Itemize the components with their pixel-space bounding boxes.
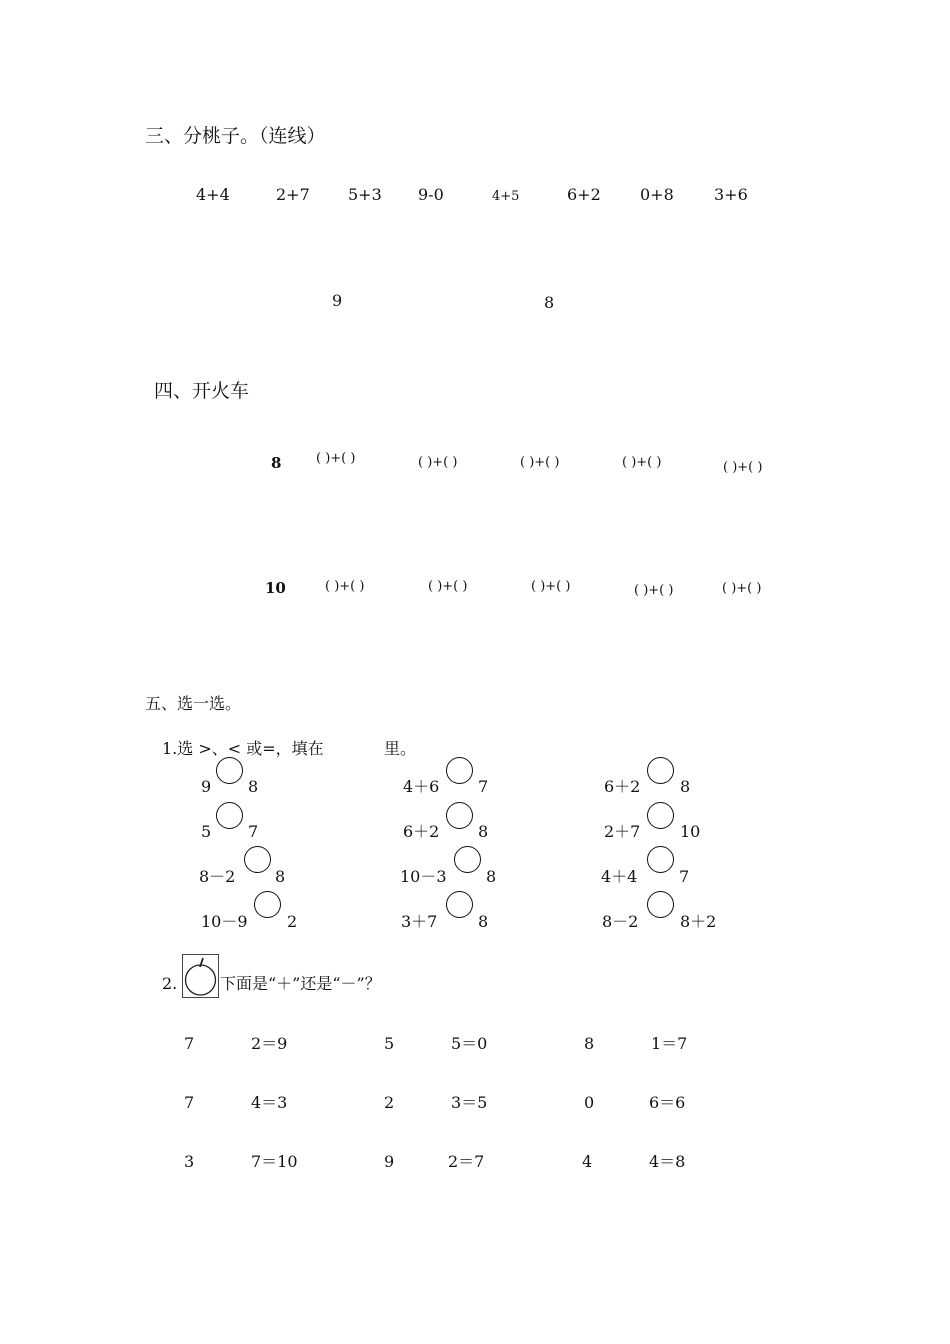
train-number: 8 [271, 454, 282, 472]
compare-prompt-suffix: 里。 [384, 739, 417, 758]
compare-prompt: 1.选 >、< 或=，填在 [162, 739, 324, 758]
op-a: 0 [584, 1093, 595, 1112]
compare-left: 8－2 [602, 912, 639, 931]
op-a: 8 [584, 1034, 595, 1053]
compare-left: 8－2 [199, 867, 236, 886]
compare-right: 8 [275, 867, 286, 886]
train-slot: ( )+( ) [418, 455, 458, 470]
compare-left: 5 [201, 822, 212, 841]
op-a: 7 [184, 1034, 195, 1053]
train-slot: ( )+( ) [531, 579, 571, 594]
compare-right: 8 [478, 912, 489, 931]
compare-circle[interactable] [647, 891, 674, 918]
peach-expr: 6+2 [567, 185, 601, 204]
peach-expr: 5+3 [348, 185, 382, 204]
compare-right: 8 [680, 777, 691, 796]
compare-right: 8 [478, 822, 489, 841]
train-slot: ( )+( ) [634, 583, 674, 598]
compare-circle[interactable] [254, 891, 281, 918]
op-b: 6＝6 [649, 1093, 686, 1112]
op-a: 9 [384, 1152, 395, 1171]
train-slot: ( )+( ) [520, 455, 560, 470]
compare-circle[interactable] [454, 846, 481, 873]
compare-circle[interactable] [446, 802, 473, 829]
target-number: 8 [544, 293, 555, 312]
op-b: 2＝7 [448, 1152, 485, 1171]
compare-left: 3＋7 [401, 912, 438, 931]
train-slot: ( )+( ) [723, 460, 763, 475]
compare-left: 6＋2 [403, 822, 440, 841]
compare-left: 9 [201, 777, 212, 796]
peach-expr: 0+8 [640, 185, 674, 204]
compare-circle[interactable] [647, 846, 674, 873]
compare-right: 8＋2 [680, 912, 717, 931]
compare-left: 10－3 [400, 867, 447, 886]
compare-left: 4＋6 [403, 777, 440, 796]
peach-expr: 4+5 [492, 189, 520, 204]
compare-circle[interactable] [216, 802, 243, 829]
compare-left: 4＋4 [601, 867, 638, 886]
op-b: 5＝0 [451, 1034, 488, 1053]
op-a: 7 [184, 1093, 195, 1112]
compare-left: 6＋2 [604, 777, 641, 796]
compare-right: 8 [248, 777, 259, 796]
compare-circle[interactable] [446, 757, 473, 784]
compare-right: 8 [486, 867, 497, 886]
op-b: 4＝8 [649, 1152, 686, 1171]
apple-icon [182, 954, 219, 998]
op-a: 2 [384, 1093, 395, 1112]
op-b: 3＝5 [451, 1093, 488, 1112]
compare-circle[interactable] [216, 757, 243, 784]
compare-right: 10 [680, 822, 701, 841]
question-2-prompt: 下面是“＋”还是“－”？ [220, 974, 381, 993]
train-slot: ( )+( ) [316, 451, 356, 466]
op-a: 4 [582, 1152, 593, 1171]
compare-circle[interactable] [244, 846, 271, 873]
train-slot: ( )+( ) [428, 579, 468, 594]
peach-expr: 9-0 [418, 185, 444, 204]
compare-circle[interactable] [647, 757, 674, 784]
train-number: 10 [265, 579, 286, 597]
op-a: 5 [384, 1034, 395, 1053]
section-4-title: 四、开火车 [154, 380, 250, 402]
question-2-number: 2. [162, 974, 178, 993]
op-a: 3 [184, 1152, 195, 1171]
op-b: 1＝7 [651, 1034, 688, 1053]
target-number: 9 [332, 291, 343, 310]
section-5-title: 五、选一选。 [145, 694, 242, 713]
peach-expr: 4+4 [196, 185, 230, 204]
compare-right: 7 [679, 867, 690, 886]
compare-circle[interactable] [446, 891, 473, 918]
peach-expr: 3+6 [714, 185, 748, 204]
compare-left: 2＋7 [604, 822, 641, 841]
compare-right: 7 [248, 822, 259, 841]
train-slot: ( )+( ) [325, 579, 365, 594]
compare-right: 7 [478, 777, 489, 796]
train-slot: ( )+( ) [722, 581, 762, 596]
op-b: 7＝10 [251, 1152, 298, 1171]
peach-expr: 2+7 [276, 185, 310, 204]
op-b: 2＝9 [251, 1034, 288, 1053]
op-b: 4＝3 [251, 1093, 288, 1112]
compare-circle[interactable] [647, 802, 674, 829]
train-slot: ( )+( ) [622, 455, 662, 470]
compare-left: 10－9 [201, 912, 248, 931]
compare-right: 2 [287, 912, 298, 931]
section-3-title: 三、分桃子。（连线） [145, 125, 326, 147]
